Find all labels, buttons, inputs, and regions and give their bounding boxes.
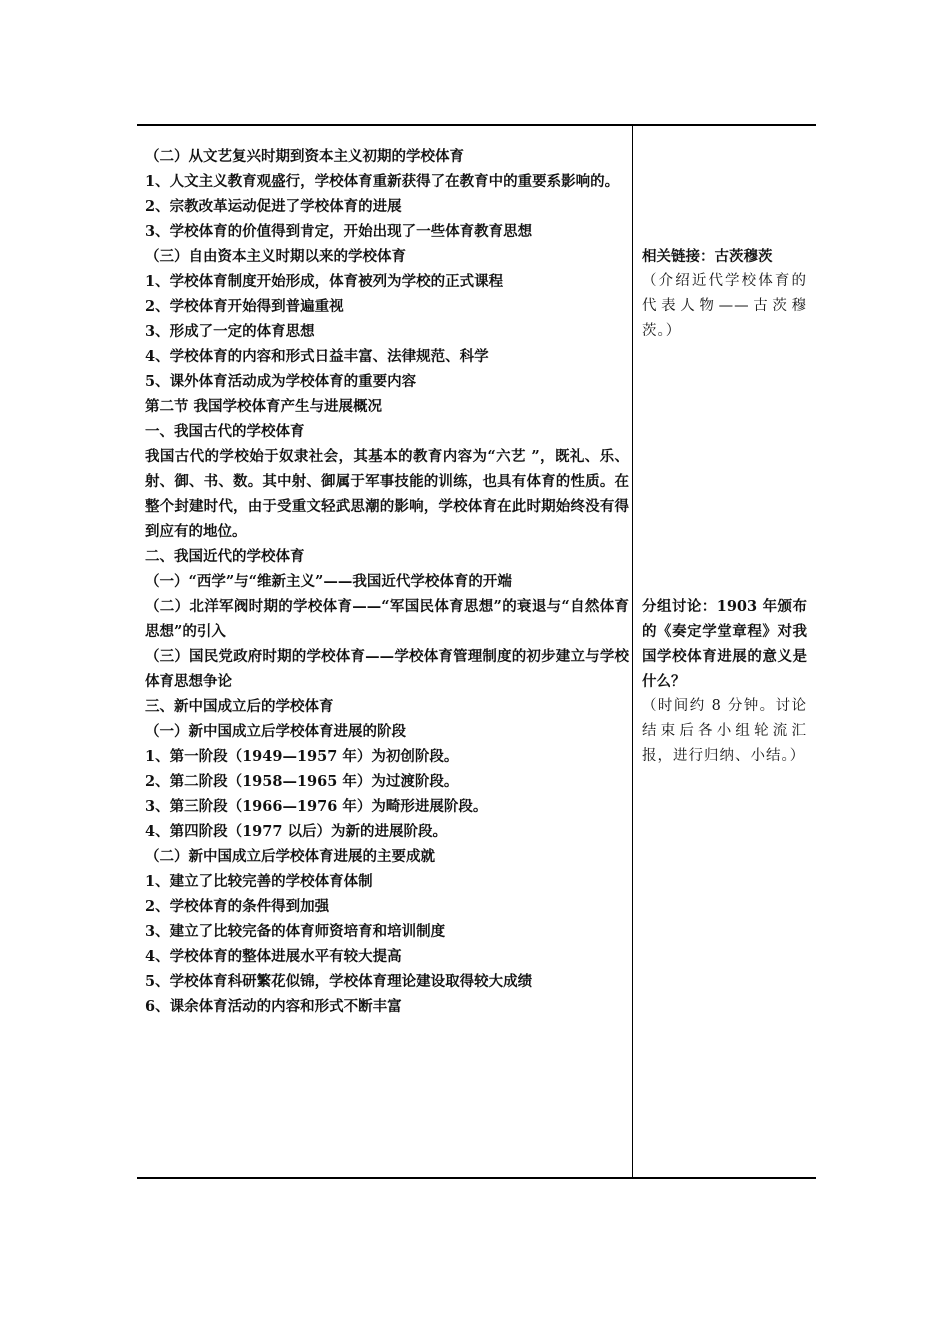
chapter-section-title: 第二节 我国学校体育产生与进展概况: [145, 398, 383, 415]
subsection-heading: （二）北洋军阀时期的学校体育——“军国民体育思想”的衰退与“自然体育思想”的引入: [145, 598, 629, 640]
column-divider: [632, 126, 633, 1177]
list-item: 2、宗教改革运动促进了学校体育的进展: [145, 198, 402, 215]
subsection-heading: （一）新中国成立后学校体育进展的阶段: [145, 723, 406, 740]
section-heading: （二）从文艺复兴时期到资本主义初期的学校体育: [145, 148, 464, 165]
list-item: 4、学校体育的整体进展水平有较大提高: [145, 948, 402, 965]
section-heading: 二、我国近代的学校体育: [145, 548, 305, 565]
list-item: 2、第二阶段（1958—1965 年）为过渡阶段。: [145, 773, 459, 790]
section-heading: 三、新中国成立后的学校体育: [145, 698, 334, 715]
list-item: 3、建立了比较完备的体育师资培育和培训制度: [145, 923, 446, 940]
side-note-title: 相关链接：古茨穆茨: [642, 248, 773, 265]
list-item: 1、第一阶段（1949—1957 年）为初创阶段。: [145, 748, 459, 765]
list-item: 5、学校体育科研繁花似锦，学校体育理论建设取得较大成绩: [145, 973, 533, 990]
side-note-body: （时间约 8 分钟。讨论结束后各小组轮流汇报，进行归纳、小结。）: [642, 698, 807, 764]
lesson-table: [137, 124, 816, 1179]
body-paragraph: 我国古代的学校始于奴隶社会，其基本的教育内容为“六艺 ”，既礼、乐、射、御、书、数。其中射、御属于军事技能的训练，也具有体育的性质。在整个封建时代，由于受重文轻武思潮的影响，学校体育在此时期始终没有得到应有的地位。: [145, 448, 629, 540]
subsection-heading: （一）“西学”与“维新主义”——我国近代学校体育的开端: [145, 573, 512, 590]
list-item: 3、第三阶段（1966—1976 年）为畸形进展阶段。: [145, 798, 488, 815]
main-content-column: [145, 144, 629, 1019]
list-item: 2、学校体育的条件得到加强: [145, 898, 330, 915]
side-note-group-discussion: [642, 594, 807, 769]
section-heading: 一、我国古代的学校体育: [145, 423, 305, 440]
side-note-body: （介绍近代学校体育的代表人物——古茨穆茨。）: [642, 273, 807, 339]
subsection-heading: （二）新中国成立后学校体育进展的主要成就: [145, 848, 435, 865]
list-item: 4、第四阶段（1977 以后）为新的进展阶段。: [145, 823, 447, 840]
subsection-heading: （三）国民党政府时期的学校体育——学校体育管理制度的初步建立与学校体育思想争论: [145, 648, 629, 690]
list-item: 1、学校体育制度开始形成，体育被列为学校的正式课程: [145, 273, 504, 290]
list-item: 4、学校体育的内容和形式日益丰富、法律规范、科学: [145, 348, 489, 365]
list-item: 1、建立了比较完善的学校体育体制: [145, 873, 373, 890]
list-item: 3、形成了一定的体育思想: [145, 323, 315, 340]
list-item: 2、学校体育开始得到普遍重视: [145, 298, 344, 315]
list-item: 5、课外体育活动成为学校体育的重要内容: [145, 373, 417, 390]
list-item: 6、课余体育活动的内容和形式不断丰富: [145, 998, 402, 1015]
section-heading: （三）自由资本主义时期以来的学校体育: [145, 248, 406, 265]
side-note-title: 分组讨论：1903 年颁布的《奏定学堂章程》对我国学校体育进展的意义是什么？: [642, 598, 807, 690]
side-note-related-link: [642, 244, 807, 344]
list-item: 3、学校体育的价值得到肯定，开始出现了一些体育教育思想: [145, 223, 533, 240]
list-item: 1、人文主义教育观盛行，学校体育重新获得了在教育中的重要系影响的。: [145, 173, 620, 190]
